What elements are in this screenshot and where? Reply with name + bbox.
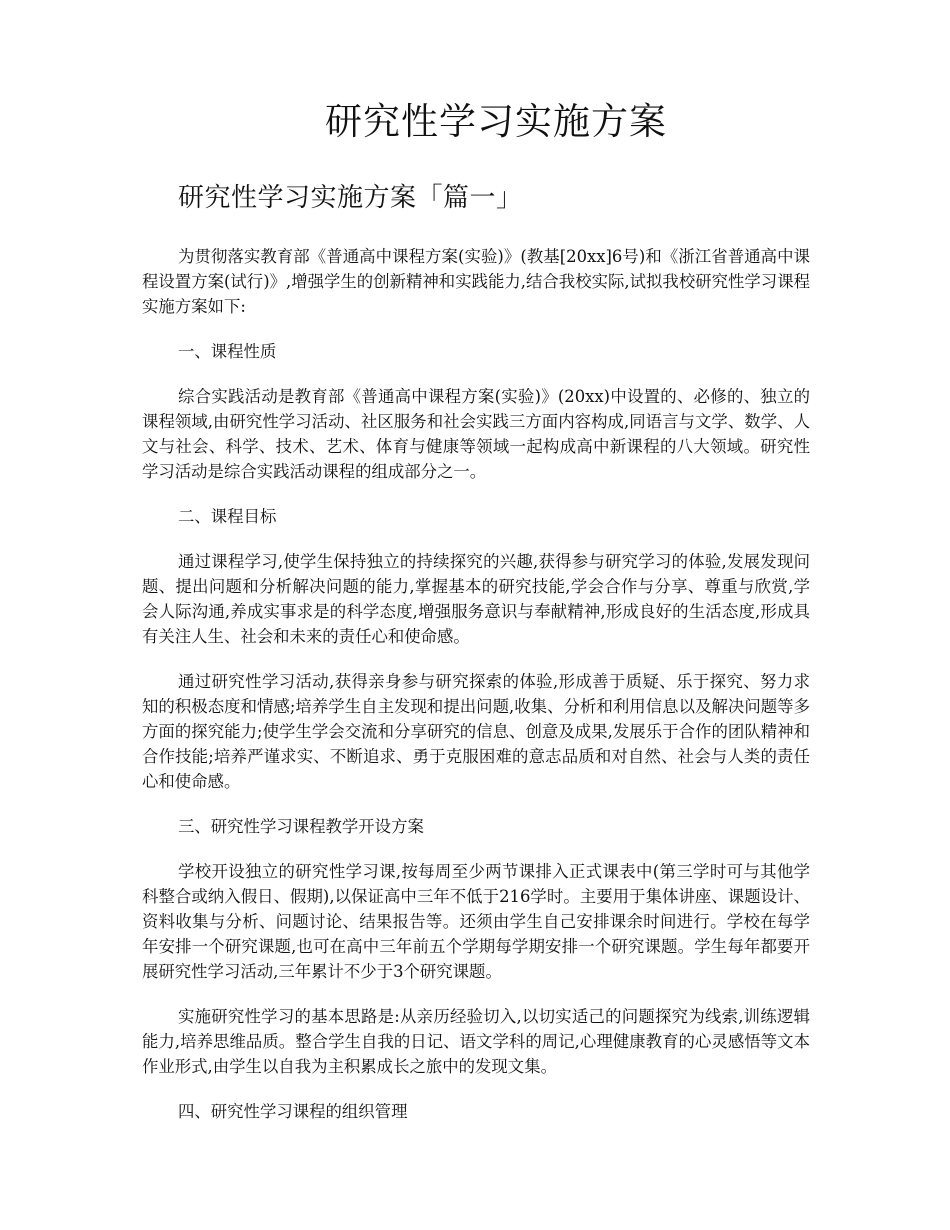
paragraph: 实施研究性学习的基本思路是:从亲历经验切入,以切实适己的问题探究为线索,训练逻辑能力,培养思维品质。整合学生自我的日记、语文学科的周记,心理健康教育的心灵感悟等文本作业形式,由学生以自我为主积累成长之旅中的发现文集。 [142, 1007, 810, 1076]
paragraph: 通过研究性学习活动,获得亲身参与研究探索的体验,形成善于质疑、乐于探究、努力求知的积极态度和情感;培养学生自主发现和提出问题,收集、分析和利用信息以及解决问题等多方面的探究能力;使学生学会交流和分享研究的信息、创意及成果,发展乐于合作的团队精神和合作技能;培养严谨求实、不断追求、勇于克服困难的意志品质和对自然、社会与人类的责任心和使命感。 [142, 672, 810, 791]
paragraph: 综合实践活动是教育部《普通高中课程方案(实验)》(20xx)中设置的、必修的、独立的课程领域,由研究性学习活动、社区服务和社会实践三方面内容构成,同语言与文学、数学、人文与社会、科学、技术、艺术、体育与健康等领域一起构成高中新课程的八大领域。研究性学习活动是综合实践活动课程的组成部分之一。 [142, 387, 810, 481]
subheading: 四、研究性学习课程的组织管理 [178, 1102, 408, 1121]
paragraph: 通过课程学习,使学生保持独立的持续探究的兴趣,获得参与研究学习的体验,发展发现问题、提出问题和分析解决问题的能力,掌握基本的研究技能,学会合作与分享、尊重与欣赏,学会人际沟通,养成实事求是的科学态度,增强服务意识与奉献精神,形成良好的生活态度,形成具有关注人生、社会和未来的责任心和使命感。 [142, 552, 810, 646]
document-title: 研究性学习实施方案 [325, 100, 667, 143]
document-body [142, 244, 810, 1124]
subheading: 二、课程目标 [178, 507, 277, 526]
subheading: 三、研究性学习课程教学开设方案 [178, 817, 424, 836]
section-title: 研究性学习实施方案「篇一」 [178, 183, 523, 213]
subheading: 一、课程性质 [178, 342, 277, 361]
paragraph: 为贯彻落实教育部《普通高中课程方案(实验)》(教基[20xx]6号)和《浙江省普通高中课程设置方案(试行)》,增强学生的创新精神和实践能力,结合我校实际,试拟我校研究性学习课程实施方案如下: [142, 247, 810, 316]
paragraph: 学校开设独立的研究性学习课,按每周至少两节课排入正式课表中(第三学时可与其他学科整合或纳入假日、假期),以保证高中三年不低于216学时。主要用于集体讲座、课题设计、资料收集与分析、问题讨论、结果报告等。还须由学生自己安排课余时间进行。学校在每学年安排一个研究课题,也可在高中三年前五个学期每学期安排一个研究课题。学生每年都要开展研究性学习活动,三年累计不少于3个研究课题。 [142, 862, 810, 981]
